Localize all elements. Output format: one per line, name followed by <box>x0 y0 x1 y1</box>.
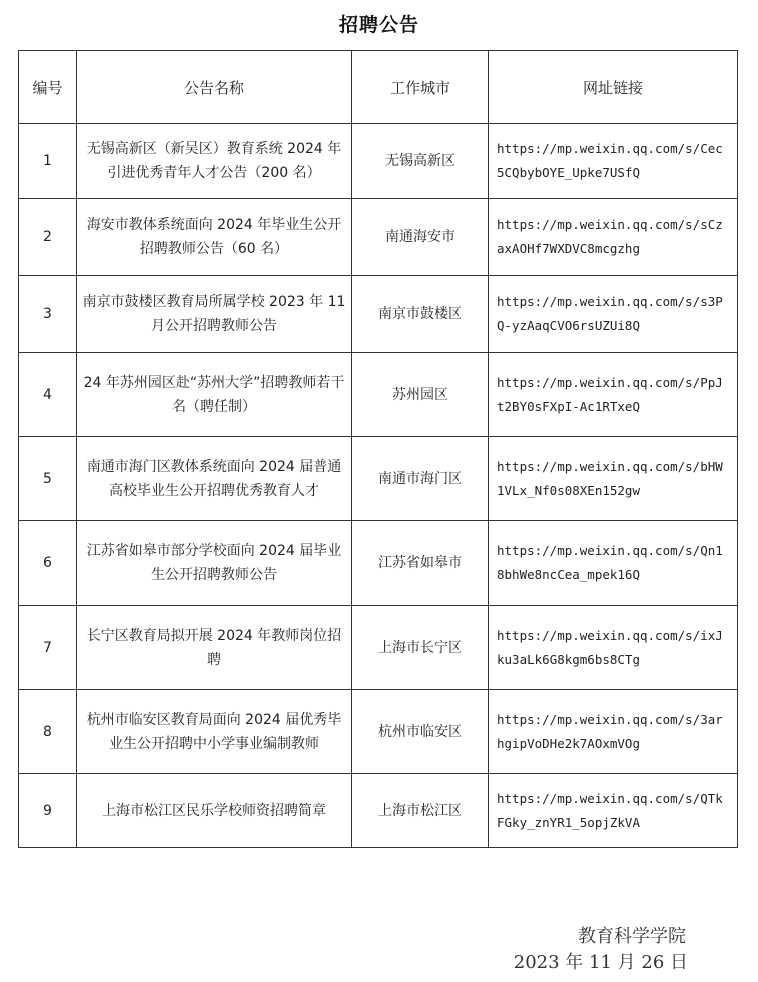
work-city: 苏州园区 <box>352 353 489 437</box>
signature-organization: 教育科学学院 <box>578 926 686 947</box>
table-row <box>19 606 738 690</box>
notice-name: 24 年苏州园区赴“苏州大学”招聘教师若干名（聘任制） <box>77 353 352 437</box>
signature-date: 2023 年 11 月 26 日 <box>513 952 688 973</box>
url-link[interactable]: https://mp.weixin.qq.com/s/Cec5CQbybOYE_Upke7USfQ <box>489 124 738 199</box>
url-link[interactable]: https://mp.weixin.qq.com/s/3arhgipVoDHe2k7AOxmVOg <box>489 690 738 774</box>
header-work-city: 工作城市 <box>352 51 489 124</box>
row-number: 5 <box>19 437 77 521</box>
row-number: 9 <box>19 774 77 848</box>
work-city: 上海市长宁区 <box>352 606 489 690</box>
notice-name: 海安市教体系统面向 2024 年毕业生公开招聘教师公告（60 名） <box>77 199 352 276</box>
url-link[interactable]: https://mp.weixin.qq.com/s/PpJt2BY0sFXpI-Ac1RTxeQ <box>489 353 738 437</box>
work-city: 上海市松江区 <box>352 774 489 848</box>
row-number: 8 <box>19 690 77 774</box>
notice-name: 南京市鼓楼区教育局所属学校 2023 年 11 月公开招聘教师公告 <box>77 276 352 353</box>
recruitment-table <box>18 50 738 848</box>
work-city: 南通海安市 <box>352 199 489 276</box>
work-city: 杭州市临安区 <box>352 690 489 774</box>
notice-name: 长宁区教育局拟开展 2024 年教师岗位招聘 <box>77 606 352 690</box>
work-city: 江苏省如皋市 <box>352 521 489 606</box>
table-row <box>19 353 738 437</box>
notice-name: 江苏省如皋市部分学校面向 2024 届毕业生公开招聘教师公告 <box>77 521 352 606</box>
table-row <box>19 124 738 199</box>
url-link[interactable]: https://mp.weixin.qq.com/s/sCzaxAOHf7WXDVC8mcgzhg <box>489 199 738 276</box>
header-url: 网址链接 <box>489 51 738 124</box>
work-city: 无锡高新区 <box>352 124 489 199</box>
notice-name: 上海市松江区民乐学校师资招聘简章 <box>77 774 352 848</box>
table-row <box>19 276 738 353</box>
table-header-row <box>19 51 738 124</box>
work-city: 南京市鼓楼区 <box>352 276 489 353</box>
row-number: 2 <box>19 199 77 276</box>
url-link[interactable]: https://mp.weixin.qq.com/s/QTkFGky_znYR1_5opjZkVA <box>489 774 738 848</box>
notice-name: 杭州市临安区教育局面向 2024 届优秀毕业生公开招聘中小学事业编制教师 <box>77 690 352 774</box>
row-number: 4 <box>19 353 77 437</box>
table-row <box>19 690 738 774</box>
header-number: 编号 <box>19 51 77 124</box>
row-number: 7 <box>19 606 77 690</box>
url-link[interactable]: https://mp.weixin.qq.com/s/ixJku3aLk6G8kgm6bs8CTg <box>489 606 738 690</box>
table-row <box>19 521 738 606</box>
url-link[interactable]: https://mp.weixin.qq.com/s/Qn18bhWe8ncCea_mpek16Q <box>489 521 738 606</box>
page-title: 招聘公告 <box>338 14 419 36</box>
row-number: 3 <box>19 276 77 353</box>
work-city: 南通市海门区 <box>352 437 489 521</box>
row-number: 1 <box>19 124 77 199</box>
table-row <box>19 199 738 276</box>
row-number: 6 <box>19 521 77 606</box>
table-row <box>19 437 738 521</box>
notice-name: 南通市海门区教体系统面向 2024 届普通高校毕业生公开招聘优秀教育人才 <box>77 437 352 521</box>
table-row <box>19 774 738 848</box>
url-link[interactable]: https://mp.weixin.qq.com/s/s3PQ-yzAaqCVO6rsUZUi8Q <box>489 276 738 353</box>
url-link[interactable]: https://mp.weixin.qq.com/s/bHW1VLx_Nf0s08XEn152gw <box>489 437 738 521</box>
header-notice-name: 公告名称 <box>77 51 352 124</box>
notice-name: 无锡高新区（新吴区）教育系统 2024 年引进优秀青年人才公告（200 名） <box>77 124 352 199</box>
